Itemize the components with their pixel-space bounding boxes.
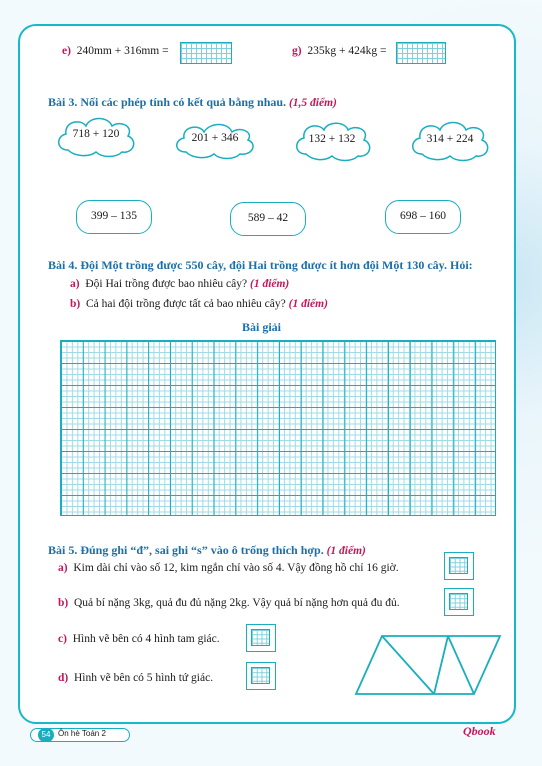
bai4-b: b) Cả hai đội trồng được tất cả bao nhiêu cây? (1 điểm) bbox=[70, 298, 328, 310]
solution-writing-grid[interactable] bbox=[60, 340, 496, 516]
pill-3[interactable]: 698 – 160 bbox=[385, 200, 461, 234]
answer-grid-g[interactable] bbox=[396, 42, 446, 64]
bai5-item-b: b) Quả bí nặng 3kg, quả đu đủ nặng 2kg. Vậy quả bí nặng hơn quả đu đủ. bbox=[58, 597, 400, 609]
answer-box-c[interactable] bbox=[246, 624, 276, 652]
book-title: Ôn hè Toán 2 bbox=[58, 729, 106, 738]
bai5-heading: Bài 5. Đúng ghi “đ”, sai ghi “s” vào ô trống thích hợp. (1 điểm) bbox=[48, 543, 366, 557]
bai5-item-d: d) Hình vẽ bên có 5 hình tứ giác. bbox=[58, 672, 214, 684]
answer-box-d[interactable] bbox=[246, 662, 276, 690]
geometry-figure bbox=[350, 632, 506, 698]
cloud-2[interactable]: 201 + 346 bbox=[172, 120, 258, 160]
bai4-a: a) Đội Hai trồng được bao nhiêu cây? (1 điểm) bbox=[70, 278, 290, 290]
cloud-1[interactable]: 718 + 120 bbox=[54, 114, 138, 158]
pill-2[interactable]: 589 – 42 bbox=[230, 202, 306, 236]
answer-box-b[interactable] bbox=[444, 588, 474, 616]
row-e: e) 240mm + 316mm = bbox=[62, 45, 169, 57]
bai5-item-a: a) Kim dài chỉ vào số 12, kim ngắn chỉ vào số 4. Vậy đồng hồ chỉ 16 giờ. bbox=[58, 562, 399, 574]
bai5-item-c: c) Hình vẽ bên có 4 hình tam giác. bbox=[58, 633, 220, 645]
pill-1[interactable]: 399 – 135 bbox=[76, 200, 152, 234]
row-g: g) 235kg + 424kg = bbox=[292, 45, 387, 57]
solution-heading: Bài giải bbox=[242, 320, 282, 334]
page-number: 54 bbox=[38, 728, 54, 742]
cloud-4[interactable]: 314 + 224 bbox=[408, 118, 492, 162]
bai4-heading: Bài 4. Đội Một trồng được 550 cây, đội Hai trồng được ít hơn đội Một 130 cây. Hỏi: bbox=[48, 258, 473, 272]
answer-grid-e[interactable] bbox=[180, 42, 232, 64]
publisher-logo: Qbook bbox=[463, 724, 496, 738]
cloud-3[interactable]: 132 + 132 bbox=[292, 120, 372, 162]
answer-box-a[interactable] bbox=[444, 552, 474, 580]
bai3-heading: Bài 3. Nối các phép tính có kết quả bằng nhau. (1,5 điểm) bbox=[48, 95, 337, 109]
